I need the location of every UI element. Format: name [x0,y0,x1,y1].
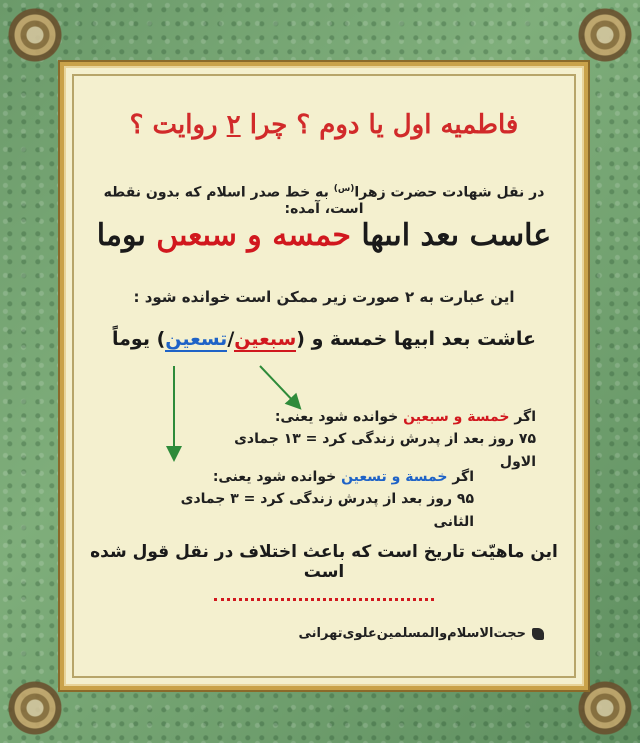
inner-border [72,74,576,678]
option-b-detail: ۹۵ روز بعد از پدرش زندگی کرد = ۳ جمادی الثانی [180,491,474,530]
dotted-divider [214,598,434,601]
option-b-if: اگر [452,469,474,485]
phrase-slash: / [227,328,235,350]
content-panel [60,62,588,690]
title-part2: روایت ؟ [129,110,218,140]
option-b-rest: خوانده شود یعنی: [212,469,337,485]
pen-icon [532,628,544,640]
title-number: ۲ [226,110,241,140]
phrase-part1: عاشت بعد ابیها خمسة و ( [296,328,536,350]
author-name: حجت‌الاسلام‌والمسلمین‌علوی‌تهرانی [298,626,526,641]
author-signature [299,626,545,641]
option-a-detail: ۷۵ روز بعد از پدرش زندگی کرد = ۱۳ جمادی الاول [234,431,536,470]
undotted-script-line [74,218,574,253]
option-a-if: اگر [514,409,536,425]
corner-ornament-top-left [6,6,64,64]
page-title [64,110,584,140]
word-tiseen: تسعین [165,328,228,350]
title-part1: فاطمیه اول یا دوم ؟ چرا [249,110,519,140]
word-sabeen: سبعین [234,328,297,350]
option-b [144,466,474,533]
option-b-highlight: خمسة و تسعین [341,469,448,485]
kufic-red: حمسه و سٮعٮں [156,218,351,253]
option-a [196,406,536,473]
option-a-rest: خوانده شود یعنی: [274,409,399,425]
dotted-phrase [84,328,564,350]
intro-text [84,184,564,217]
kufic-part1: عاسٮ ٮعد اٮٮها [361,218,552,253]
phrase-part2: ) یوماً [112,328,166,350]
corner-ornament-top-right [576,6,634,64]
corner-ornament-bottom-left [6,679,64,737]
conclusion-text: این ماهیّت تاریخ است که باعث اختلاف در نقل قول شده است [90,542,558,582]
intro-after: به خط صدر اسلام که بدون نقطه است، آمده: [103,184,364,217]
kufic-part2: ٮوما [96,218,146,253]
option-a-highlight: خمسة و سبعین [403,409,510,425]
intro-sup: (س) [333,184,355,194]
reading-intro: این عبارت به ۲ صورت زیر ممکن است خوانده شود : [133,288,515,306]
intro-before: در نقل شهادت حضرت زهرا [354,184,545,201]
